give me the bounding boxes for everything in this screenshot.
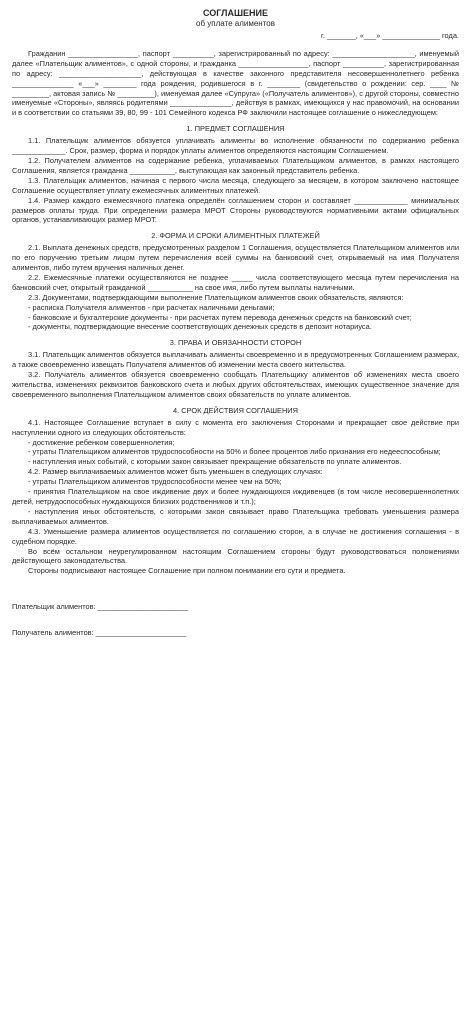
clause-3-1: 3.1. Плательщик алиментов обязуется выплачивать алименты своевременно и в предусмотренных Соглашением размерах, а также своевременно извещать Получателя алиментов об изменении места своего жительства.	[12, 350, 459, 370]
clause-2-3-item-2: - банковские и бухгалтерские документы - при расчетах путем перевода денежных средств на банковский счет;	[28, 312, 412, 322]
clause-2-2: 2.2. Ежемесячные платежи осуществляются не позднее _____ числа соответствующего месяца путем перечисления на банковский счет, открытый гражданкой ___________ на свое имя, либо путем выплаты наличными.	[12, 272, 459, 292]
date-line: г. _______, «___» ______________ года.	[321, 31, 459, 40]
clause-4-1-item-3: - наступления иных событий, с которыми закон связывает прекращение обязательств по уплате алиментов.	[28, 457, 402, 467]
closing-paragraph-1: Во всём остальном неурегулированном настоящим Соглашением стороны будут руководствоваться положениями действующего законодательства.	[12, 546, 459, 566]
clause-4-3: 4.3. Уменьшение размера алиментов осуществляется по соглашению сторон, а в случае не достижения соглашения - в судебном порядке.	[12, 526, 459, 546]
closing-paragraph-2: Стороны подписывают настоящее Соглашение при полном понимании его сути и предмета.	[28, 566, 346, 576]
section-heading-3: 3. ПРАВА И ОБЯЗАННОСТИ СТОРОН	[169, 338, 302, 348]
clause-4-2-item-2: - принятия Плательщиком на свое иждивение двух и более нуждающихся иждивенцев (в том числе несовершеннолетних детей, нетрудоспособных нуждающихся близких родственников и т.п.);	[12, 487, 459, 506]
section-heading-2: 2. ФОРМА И СРОКИ АЛИМЕНТНЫХ ПЛАТЕЖЕЙ	[151, 231, 320, 241]
clause-2-3-item-1: - расписка Получателя алиментов - при расчетах наличными деньгами;	[28, 302, 275, 312]
clause-4-1-item-1: - достижение ребенком совершеннолетия;	[28, 437, 175, 447]
clause-1-2: 1.2. Получателем алиментов на содержание ребенка, уплачиваемых Плательщиком алиментов, в рамках настоящего Соглашения, является гражданка ___________, выступающая как законный представитель ребенка.	[12, 155, 459, 175]
document-subtitle: об уплате алиментов	[196, 19, 275, 28]
clause-4-2: 4.2. Размер выплачиваемых алиментов может быть уменьшен в следующих случаях:	[28, 467, 323, 477]
clause-3-2: 3.2. Получатель алиментов обязуется своевременно сообщать Плательщику алиментов об изменениях места своего жительства, изменениях реквизитов банковского счета и любых других обстоятельствах, имеющих существенное значение для своевременного выполнения Плательщиком алиментов своих обязательств по уплате алиментов.	[12, 370, 459, 399]
clause-1-3: 1.3. Плательщик алиментов, начиная с первого числа месяца, следующего за месяцем, в котором заключено настоящее Соглашение осуществляет уплату ежемесячных алиментных платежей.	[12, 175, 459, 195]
clause-1-4: 1.4. Размер каждого ежемесячного платежа определён соглашением сторон и составляет _____________ минимальных размеров оплаты труда. При определении размера МРОТ Стороны руководствуются нормативными актами официальных органов, устанавливающих размер МРОТ.	[12, 195, 459, 225]
clause-2-3-item-3: - документы, подтверждающие внесение соответствующих денежных средств в депозит нотариуса.	[28, 322, 372, 332]
clause-2-3: 2.3. Документами, подтверждающими выполнение Плательщиком алиментов своих обязательств, являются:	[28, 292, 404, 302]
section-heading-4: 4. СРОК ДЕЙСТВИЯ СОГЛАШЕНИЯ	[173, 405, 298, 415]
clause-4-2-item-1: - утраты Плательщиком алиментов трудоспособности менее чем на 50%;	[28, 477, 282, 487]
clause-4-2-item-3: - наступления иных обстоятельств, с которыми закон связывает право Плательщика требовать уменьшения размера выплачиваемых алиментов.	[12, 506, 459, 526]
section-heading-1: 1. ПРЕДМЕТ СОГЛАШЕНИЯ	[186, 124, 285, 134]
intro-paragraph: Гражданин _________________, паспорт __________, зарегистрированный по адресу: ____________________, именуемый далее «Плательщик алиментов», с одной стороны, и гражданка _________________, паспорт __________, зарегистрированная по адресу: ____________________, действующая в качестве законного представителя несовершеннолетнего ребенка _______________ «___» ________ года рождения, родившегося в г. ________ (свидетельство о рождении: сер. ____ № _________, актовая запись № _________), именуемая далее «Супруга» («Получатель алиментов»), с другой стороны, совместно именуемые «Стороны», являясь родителями _______________, действуя в рамках, имеющихся у нас правомочий, на основании и в соответствии со статьями 39, 80, 99 - 101 Семейного кодекса РФ заключили настоящее соглашение о нижеследующем:	[12, 48, 459, 118]
document-title: СОГЛАШЕНИЕ	[203, 8, 268, 18]
clause-4-1-item-2: - утраты Плательщиком алиментов трудоспособности на 50% и более процентов либо признания его недееспособным;	[28, 447, 441, 457]
clause-1-1: 1.1. Плательщик алиментов обязуется уплачивать алименты во исполнение обязанности по содержанию ребенка _____________. Срок, размер, форма и порядок уплаты алиментов определяются настоящим Соглашением.	[12, 136, 459, 156]
signature-payer: Плательщик алиментов: ______________________	[12, 602, 189, 612]
signature-recipient: Получатель алиментов: ______________________	[12, 628, 187, 638]
clause-4-1: 4.1. Настоящее Соглашение вступает в силу с момента его заключения Сторонами и прекращает свое действие при наступлении одного из следующих обстоятельств:	[12, 417, 459, 437]
clause-2-1: 2.1. Выплата денежных средств, предусмотренных разделом 1 Соглашения, осуществляется Плательщиком алиментов или по его поручению третьим лицом путем перечисления всей суммы на банковский счет, открываемый на имя Получателя алиментов, либо путем вручения наличных денег.	[12, 243, 459, 273]
